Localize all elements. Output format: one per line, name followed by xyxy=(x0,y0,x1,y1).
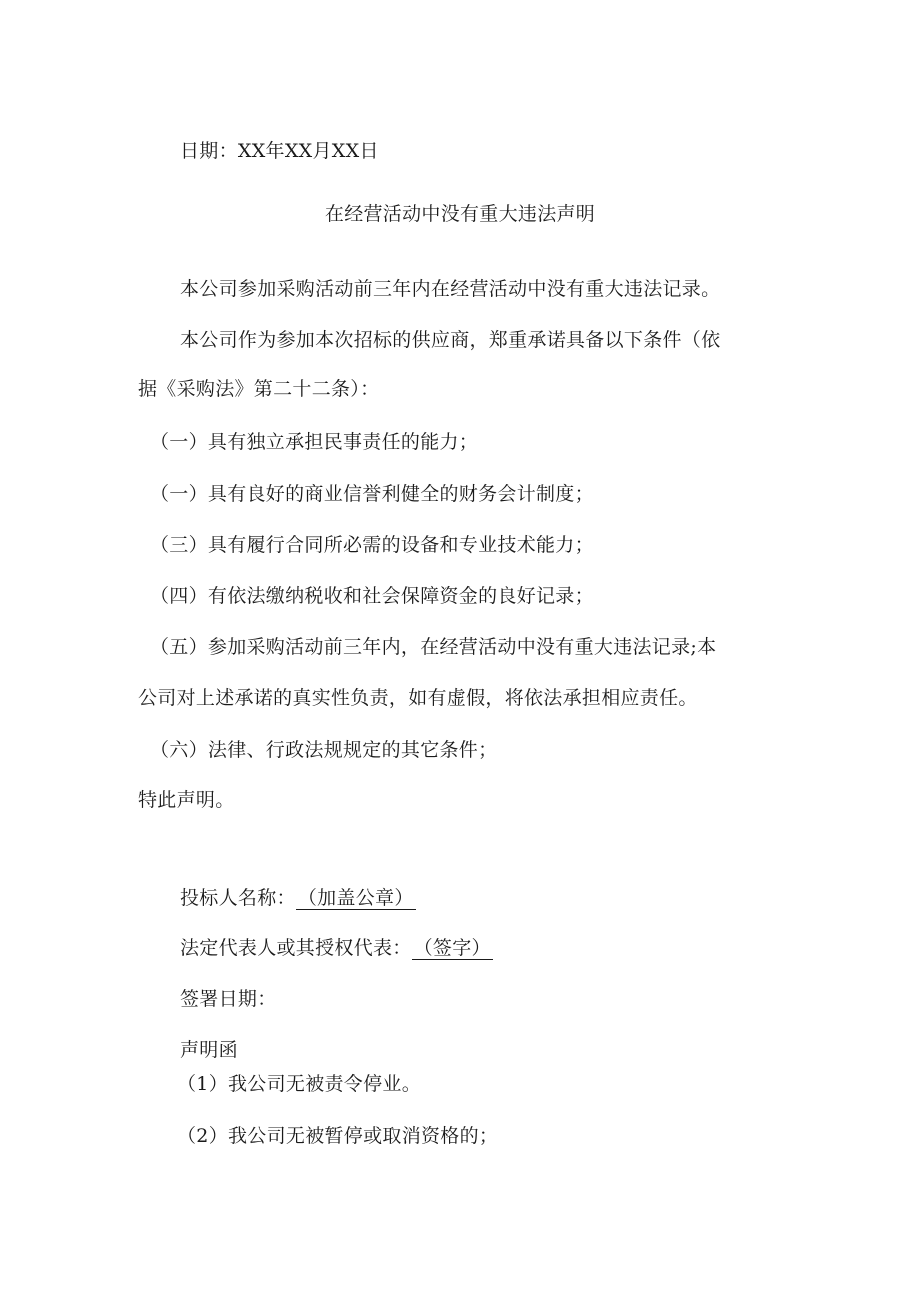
commitment-paragraph-line-2: 据《采购法》第二十二条）： xyxy=(138,378,380,400)
representative-row xyxy=(180,936,493,960)
date-line: 日期：XX年XX月XX日 xyxy=(180,140,379,162)
bidder-name-row xyxy=(180,886,416,910)
intro-paragraph: 本公司参加采购活动前三年内在经营活动中没有重大违法记录。 xyxy=(180,278,721,300)
condition-item-2: （一）具有良好的商业信誉利健全的财务会计制度； xyxy=(150,483,594,505)
condition-item-1: （一）具有独立承担民事责任的能力； xyxy=(150,431,479,453)
condition-item-5-line-1: （五）参加采购活动前三年内，在经营活动中没有重大违法记录;本 xyxy=(150,636,717,658)
condition-item-6: （六）法律、行政法规规定的其它条件； xyxy=(150,739,498,761)
representative-signature-field: （签字） xyxy=(413,937,491,959)
declaration-item-2: （2）我公司无被暂停或取消资格的； xyxy=(177,1125,499,1147)
bidder-seal-field: （加盖公章） xyxy=(297,887,414,909)
commitment-paragraph-line-1: 本公司作为参加本次招标的供应商，郑重承诺具备以下条件（依 xyxy=(180,329,721,351)
declaration-item-1: （1）我公司无被责令停业。 xyxy=(177,1073,421,1095)
closing-statement: 特此声明。 xyxy=(138,789,235,811)
condition-item-5-line-2: 公司对上述承诺的真实性负责，如有虚假，将依法承担相应责任。 xyxy=(138,687,698,709)
condition-item-4: （四）有依法缴纳税收和社会保障资金的良好记录； xyxy=(150,585,594,607)
declaration-letter-title: 声明函 xyxy=(180,1039,238,1061)
representative-label: 法定代表人或其授权代表： xyxy=(180,937,412,959)
sign-date-label: 签署日期： xyxy=(180,988,277,1010)
condition-item-3: （三）具有履行合同所必需的设备和专业技术能力； xyxy=(150,534,594,556)
document-title: 在经营活动中没有重大违法声明 xyxy=(324,203,596,225)
bidder-name-label: 投标人名称： xyxy=(180,887,296,909)
